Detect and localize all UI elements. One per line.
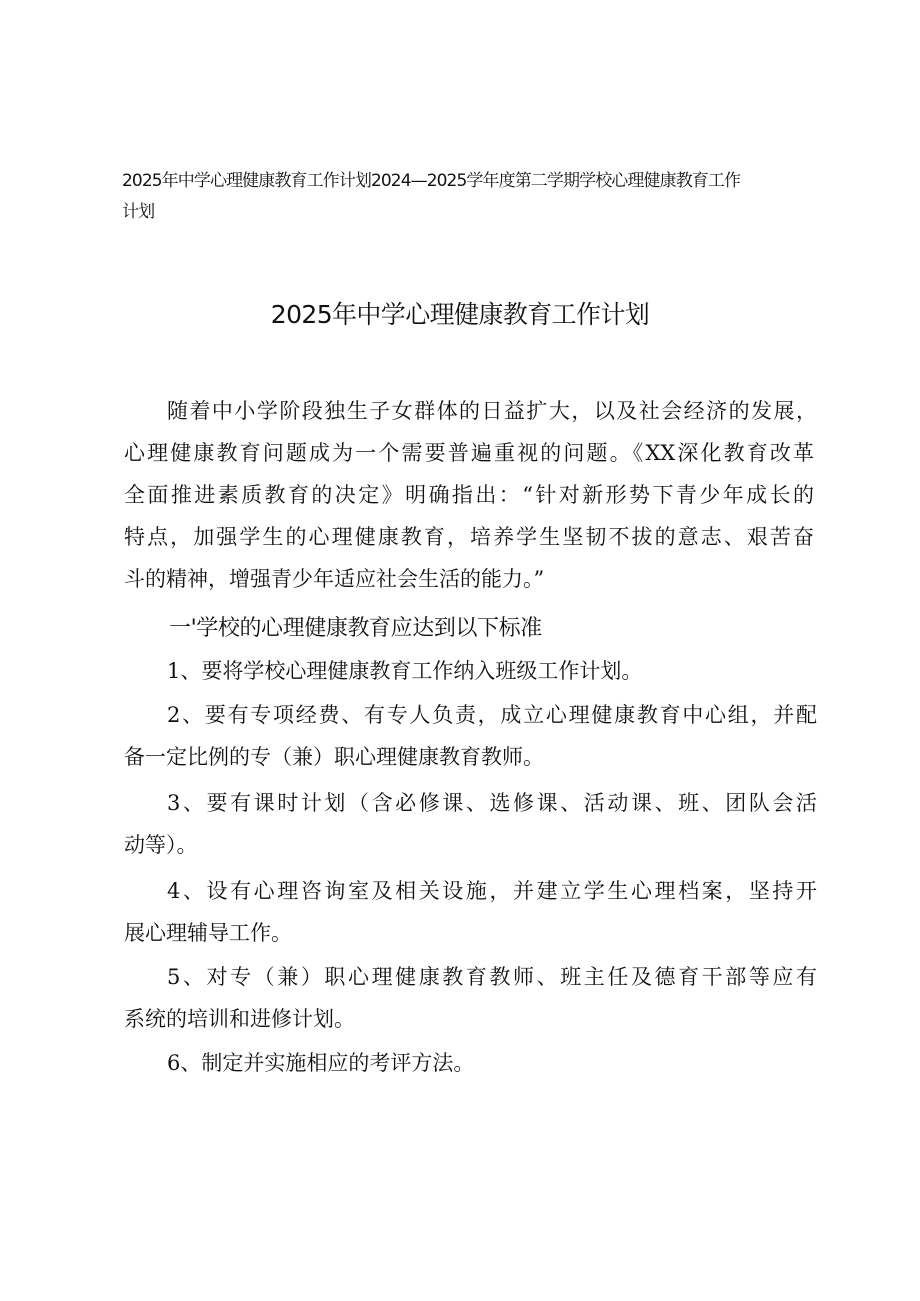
list-item-line: 6、制定并实施相应的考评方法。 bbox=[167, 1051, 475, 1075]
section-heading: 一'学校的心理健康教育应达到以下标准 bbox=[169, 616, 542, 641]
intro-paragraph-line: 特点，加强学生的心理健康教育，培养学生坚韧不拔的意志、艰苦奋 bbox=[124, 525, 814, 549]
document-header-line: 2025年中学心理健康教育工作计划2024—2025学年度第二学期学校心理健康教育工作 bbox=[122, 171, 741, 191]
list-item-line: 2、要有专项经费、有专人负责，成立心理健康教育中心组，并配 bbox=[167, 703, 817, 727]
list-item-line: 1、要将学校心理健康教育工作纳入班级工作计划。 bbox=[167, 659, 643, 683]
list-item-line: 系统的培训和进修计划。 bbox=[124, 1007, 355, 1031]
list-item-line: 5、对专（兼）职心理健康教育教师、班主任及德育干部等应有 bbox=[167, 965, 817, 989]
intro-paragraph-line: 斗的精神，增强青少年适应社会生活的能力。” bbox=[124, 567, 545, 591]
list-item-line: 4、设有心理咨询室及相关设施，并建立学生心理档案，坚持开 bbox=[167, 879, 817, 903]
list-item-line: 展心理辅导工作。 bbox=[124, 921, 292, 945]
list-item-line: 动等）。 bbox=[124, 833, 198, 857]
document-header-line: 计划 bbox=[122, 202, 155, 222]
intro-paragraph-line: 心理健康教育问题成为一个需要普遍重视的问题。《XX深化教育改革 bbox=[124, 441, 814, 465]
intro-paragraph-line: 随着中小学阶段独生子女群体的日益扩大，以及社会经济的发展， bbox=[167, 399, 817, 423]
list-item-line: 3、要有课时计划（含必修课、选修课、活动课、班、团队会活 bbox=[167, 791, 817, 815]
intro-paragraph-line: 全面推进素质教育的决定》明确指出：“针对新形势下青少年成长的 bbox=[124, 483, 814, 507]
page-title: 2025年中学心理健康教育工作计划 bbox=[270, 300, 650, 329]
list-item-line: 备一定比例的专（兼）职心理健康教育教师。 bbox=[124, 745, 544, 769]
